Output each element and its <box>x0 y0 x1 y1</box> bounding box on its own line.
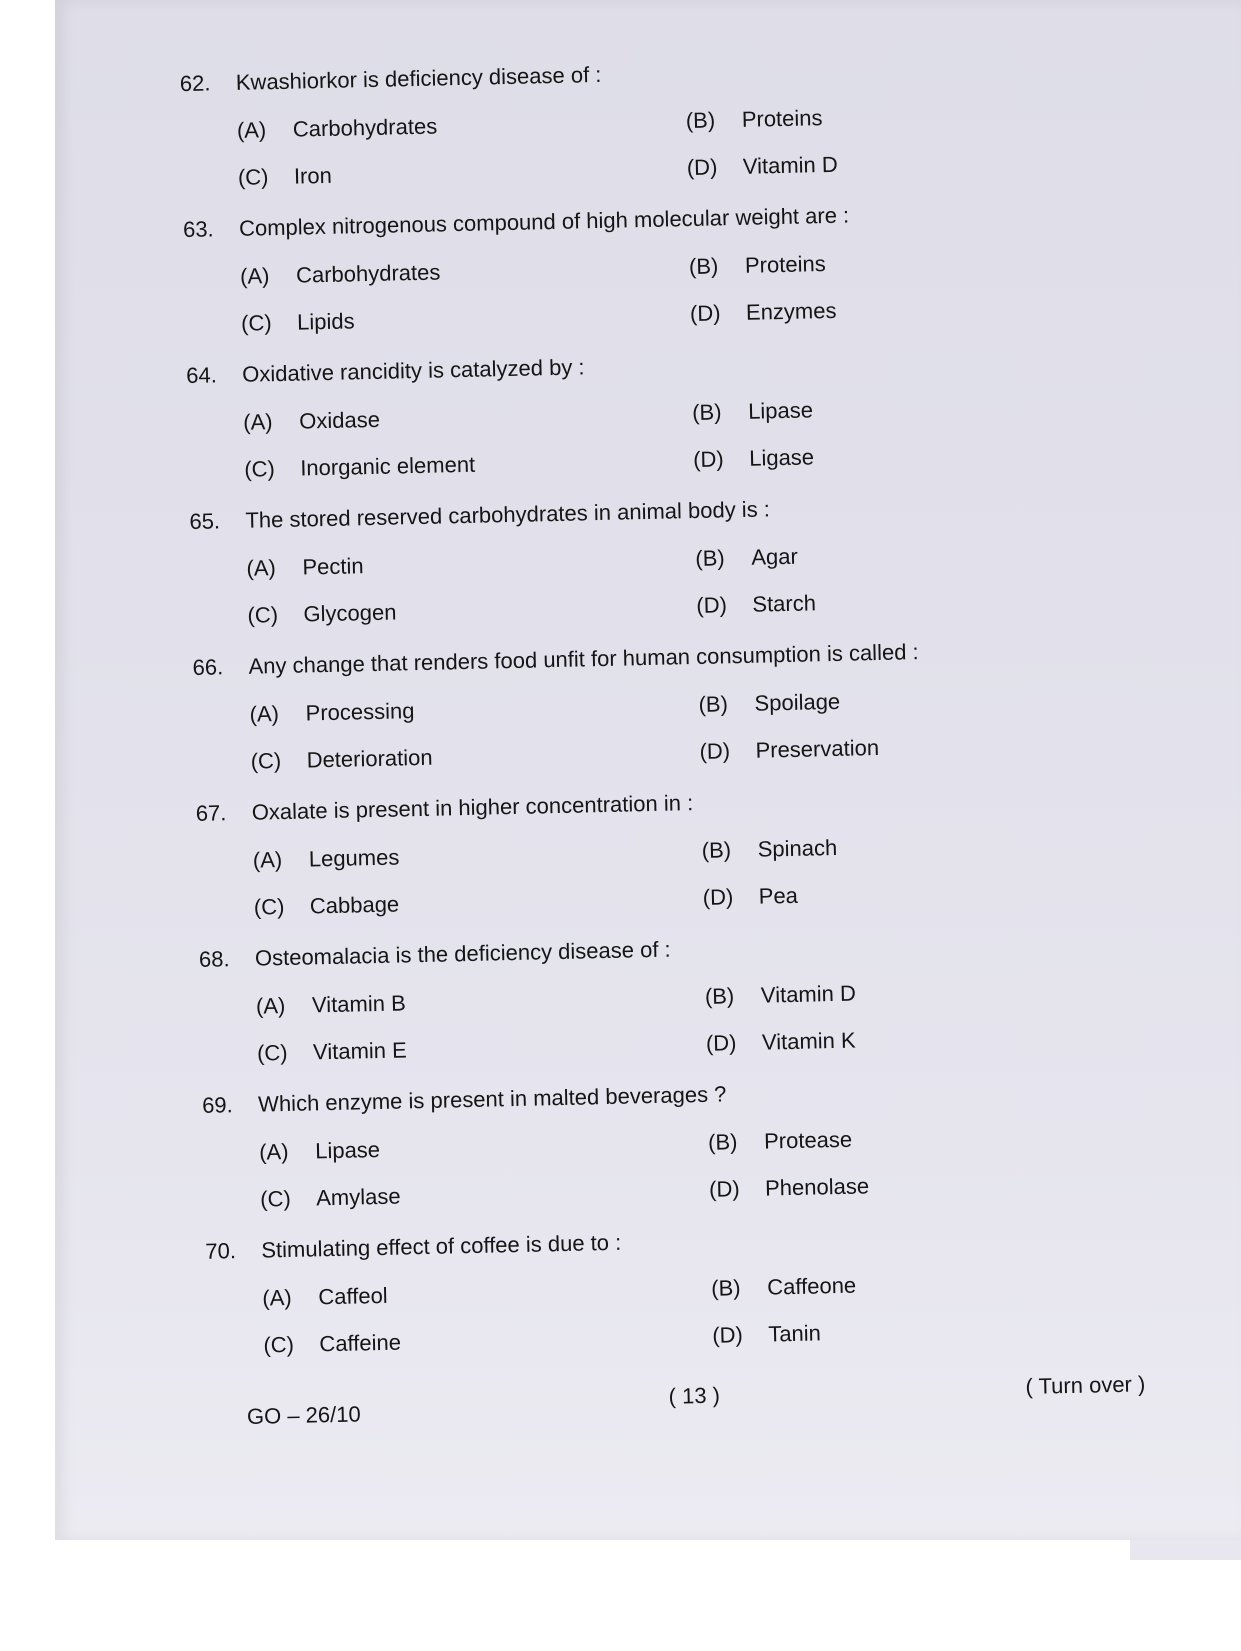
option-b <box>689 251 826 280</box>
option-letter: (D) <box>689 300 721 327</box>
option-d <box>699 735 879 765</box>
footer-turn-over: ( Turn over ) <box>1025 1371 1146 1399</box>
option-text: Oxidase <box>298 406 381 434</box>
option-letter: (D) <box>705 1030 737 1056</box>
option-text: Lipase <box>747 397 814 424</box>
option-c <box>238 163 332 191</box>
option-c <box>241 308 355 336</box>
question-number: 65. <box>189 508 221 534</box>
option-text: Spinach <box>757 834 838 862</box>
option-letter: (B) <box>685 107 716 134</box>
option-letter: (D) <box>696 592 728 618</box>
option-letter: (C) <box>263 1331 295 1358</box>
question-68 <box>198 926 1159 1066</box>
question-text: Kwashiorkor is deficiency disease of : <box>235 61 602 95</box>
option-letter: (A) <box>246 555 277 581</box>
question-62 <box>179 50 1140 190</box>
option-text: Starch <box>752 590 817 617</box>
option-c <box>250 745 432 775</box>
option-text: Proteins <box>741 105 823 132</box>
option-text: Agar <box>751 543 799 570</box>
option-c <box>254 892 400 921</box>
footer-paper-code: GO – 26/10 <box>246 1401 361 1429</box>
question-text: Oxidative rancidity is catalyzed by : <box>241 354 585 387</box>
option-letter: (D) <box>712 1322 744 1348</box>
option-text: Caffeol <box>318 1282 388 1310</box>
option-letter: (A) <box>262 1284 292 1311</box>
option-text: Pectin <box>302 553 364 580</box>
option-c <box>260 1184 401 1213</box>
option-letter: (D) <box>692 446 725 472</box>
option-d <box>696 590 816 619</box>
option-a <box>237 113 438 143</box>
option-text: Proteins <box>744 251 826 278</box>
option-c <box>244 452 475 483</box>
question-number: 69. <box>201 1092 234 1118</box>
option-letter: (B) <box>701 837 732 863</box>
option-text: Inorganic element <box>300 451 476 481</box>
option-text: Ligase <box>748 444 815 471</box>
option-text: Glycogen <box>303 599 397 627</box>
option-letter: (C) <box>253 894 285 920</box>
question-63 <box>182 196 1143 336</box>
footer-page-number: ( 13 ) <box>668 1382 721 1409</box>
option-text: Pea <box>758 882 799 909</box>
option-a <box>243 407 380 436</box>
option-text: Vitamin B <box>311 990 406 1018</box>
option-a <box>249 698 414 728</box>
question-number: 63. <box>182 216 214 243</box>
question-number: 66. <box>192 654 224 680</box>
option-b <box>695 544 798 572</box>
question-number: 62. <box>179 70 211 97</box>
option-d <box>706 1028 856 1057</box>
question-number: 64. <box>185 362 218 389</box>
option-b <box>701 835 837 864</box>
option-b <box>686 105 823 134</box>
option-d <box>702 883 798 911</box>
option-text: Caffeine <box>319 1329 402 1357</box>
option-letter: (C) <box>247 602 279 628</box>
option-d <box>693 444 814 473</box>
question-number: 67. <box>195 800 227 826</box>
option-letter: (D) <box>702 884 734 910</box>
option-letter: (B) <box>711 1275 741 1301</box>
option-a <box>240 259 441 289</box>
question-66 <box>192 634 1152 774</box>
option-text: Carbohydrates <box>295 259 441 288</box>
option-a <box>253 844 400 873</box>
question-text: Osteomalacia is the deficiency disease of : <box>254 936 671 971</box>
option-letter: (B) <box>691 399 722 425</box>
option-letter: (A) <box>252 847 283 873</box>
option-letter: (A) <box>242 409 273 435</box>
question-number: 70. <box>205 1238 237 1264</box>
option-text: Deterioration <box>306 744 433 773</box>
option-text: Vitamin K <box>761 1027 856 1055</box>
question-text: Oxalate is present in higher concentration in : <box>251 790 694 825</box>
option-letter: (A) <box>239 263 270 289</box>
question-number: 68. <box>198 946 230 972</box>
option-letter: (B) <box>707 1129 738 1155</box>
option-letter: (D) <box>686 154 718 181</box>
option-text: Protease <box>763 1126 853 1154</box>
option-text: Lipase <box>314 1136 381 1164</box>
option-letter: (A) <box>236 117 267 143</box>
option-b <box>711 1273 856 1302</box>
option-letter: (C) <box>256 1039 288 1066</box>
option-text: Lipids <box>296 308 355 335</box>
option-c <box>247 600 396 629</box>
option-letter: (D) <box>708 1176 740 1202</box>
question-69 <box>201 1072 1162 1212</box>
option-text: Amylase <box>315 1183 401 1211</box>
option-letter: (B) <box>695 545 725 571</box>
option-text: Vitamin D <box>760 980 857 1008</box>
option-letter: (A) <box>249 701 280 727</box>
question-65 <box>189 488 1149 628</box>
option-letter: (C) <box>240 310 272 336</box>
option-text: Spoilage <box>754 688 841 716</box>
option-b <box>705 981 857 1010</box>
option-text: Cabbage <box>309 891 400 919</box>
question-text: Complex nitrogenous compound of high molecular weight are : <box>238 202 850 241</box>
option-text: Tanin <box>768 1320 822 1347</box>
option-d <box>709 1173 870 1202</box>
question-67 <box>195 780 1156 920</box>
option-b <box>708 1127 853 1156</box>
question-text: The stored reserved carbohydrates in animal body is : <box>245 496 771 533</box>
option-b <box>692 397 813 426</box>
option-text: Preservation <box>755 735 880 763</box>
option-a <box>262 1283 388 1312</box>
option-a <box>259 1137 380 1166</box>
option-text: Processing <box>305 698 415 726</box>
option-letter: (C) <box>237 164 269 190</box>
option-b <box>698 689 840 718</box>
option-text: Phenolase <box>764 1173 870 1201</box>
option-c <box>257 1037 407 1066</box>
option-d <box>712 1320 821 1348</box>
question-text: Which enzyme is present in malted beverages ? <box>257 1081 727 1117</box>
option-text: Carbohydrates <box>292 113 438 142</box>
option-letter: (D) <box>699 738 731 764</box>
option-letter: (C) <box>259 1185 292 1212</box>
question-64 <box>185 342 1146 482</box>
option-text: Iron <box>293 162 333 189</box>
option-text: Vitamin E <box>312 1037 408 1065</box>
option-letter: (B) <box>688 253 719 280</box>
option-c <box>263 1330 401 1359</box>
option-letter: (B) <box>704 983 735 1009</box>
option-letter: (A) <box>255 993 286 1019</box>
option-text: Enzymes <box>745 297 837 325</box>
option-letter: (C) <box>250 748 282 774</box>
question-text: Any change that renders food unfit for human consumption is called : <box>248 639 919 679</box>
option-letter: (A) <box>258 1138 289 1165</box>
option-a <box>246 553 364 582</box>
question-text: Stimulating effect of coffee is due to : <box>261 1229 622 1263</box>
option-letter: (C) <box>244 456 276 482</box>
option-text: Vitamin D <box>742 151 839 179</box>
option-d <box>690 298 837 327</box>
option-letter: (B) <box>698 691 729 717</box>
option-a <box>256 990 406 1019</box>
option-text: Caffeone <box>766 1272 857 1300</box>
question-70 <box>205 1218 1165 1358</box>
option-text: Legumes <box>308 844 400 872</box>
option-d <box>687 152 839 181</box>
